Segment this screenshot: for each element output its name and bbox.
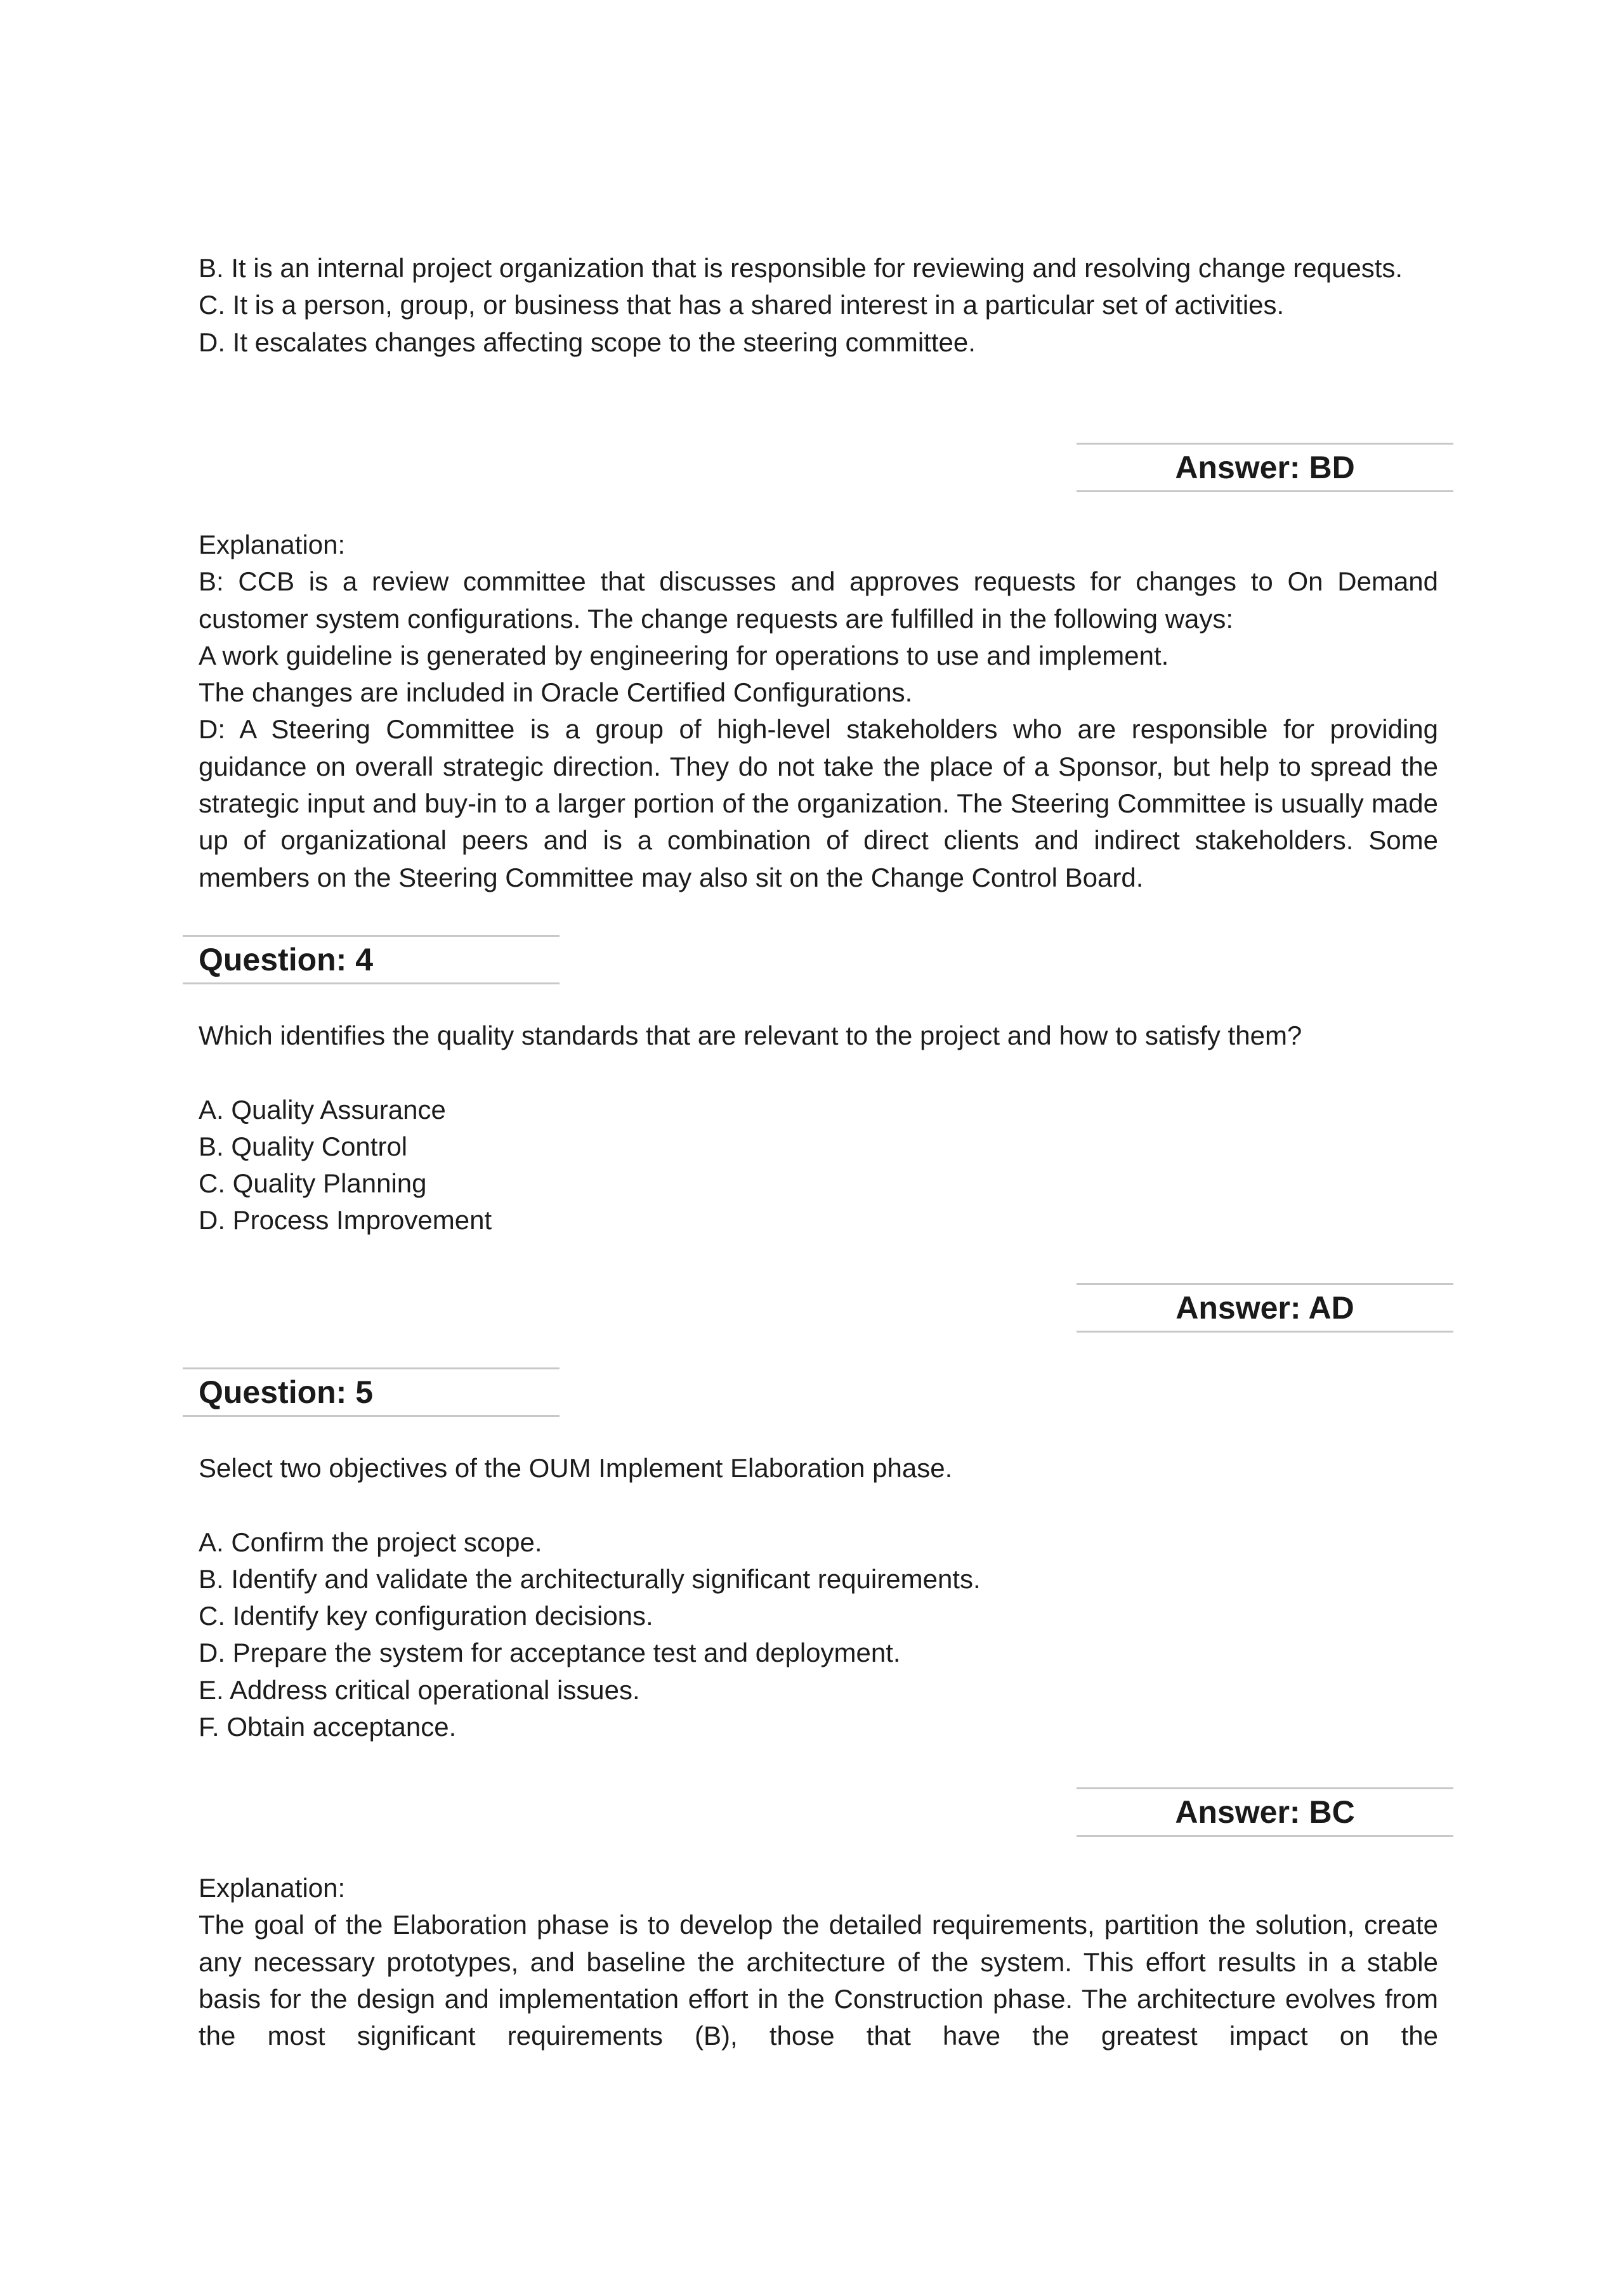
q5-explanation-label: Explanation:	[199, 1873, 346, 1903]
q3-option-b: B. It is an internal project organization that is responsible for reviewing and resolving change requests.	[199, 253, 1403, 283]
q5-heading: Question: 5	[199, 1374, 374, 1410]
q5-option: D. Prepare the system for acceptance test and deployment.	[199, 1638, 901, 1668]
q4-option: C. Quality Planning	[199, 1168, 427, 1199]
q5-option: E. Address critical operational issues.	[199, 1674, 640, 1705]
q3-explanation	[199, 526, 1438, 896]
q3-explanation-paragraph: A work guideline is generated by engineering for operations to use and implement.	[199, 640, 1169, 670]
q4-answer-box	[1077, 1283, 1453, 1333]
q3-explanation-paragraph: The changes are included in Oracle Certified Configurations.	[199, 677, 913, 708]
q3-option-d: D. It escalates changes affecting scope to the steering committee.	[199, 327, 976, 357]
q4-option: A. Quality Assurance	[199, 1094, 446, 1125]
q3-answer: Answer: BD	[1175, 450, 1355, 485]
q5-option: B. Identify and validate the architecturally significant requirements.	[199, 1563, 981, 1594]
q4-body	[199, 1017, 1438, 1239]
q3-explanation-paragraph: B: CCB is a review committee that discusses and approves requests for changes to On Demand customer system configurations. The change requests are fulfilled in the following ways:	[199, 566, 1438, 634]
q5-option: C. Identify key configuration decisions.	[199, 1601, 653, 1631]
q5-explanation	[199, 1870, 1438, 2054]
q5-body	[199, 1450, 1438, 1745]
q3-explanation-paragraph: D: A Steering Committee is a group of high-level stakeholders who are responsible for providing guidance on overall strategic direction. They do not take the place of a Sponsor, but help to spread the strategic input and buy-in to a larger portion of the organization. The Steering Committee is usually made up of organizational peers and is a combination of direct clients and indirect stakeholders. Some members on the Steering Committee may also sit on the Change Control Board.	[199, 714, 1438, 892]
q5-question-text: Select two objectives of the OUM Implement Elaboration phase.	[199, 1453, 953, 1483]
q3-options	[199, 250, 1438, 361]
q5-explanation-text: The goal of the Elaboration phase is to develop the detailed requirements, partition the solution, create any necessary prototypes, and baseline the architecture of the system. This effort results in a stable basis for the design and implementation effort in the Construction phase. The architecture evolves from the most significant requirements (B), those that have the greatest impact on the	[199, 1910, 1438, 2051]
q5-option: A. Confirm the project scope.	[199, 1527, 542, 1557]
q5-option: F. Obtain acceptance.	[199, 1712, 457, 1742]
q4-option: D. Process Improvement	[199, 1205, 492, 1236]
q3-option-c: C. It is a person, group, or business that has a shared interest in a particular set of activities.	[199, 290, 1285, 320]
q4-option: B. Quality Control	[199, 1131, 408, 1161]
q5-answer: Answer: BC	[1175, 1794, 1355, 1830]
q5-answer-box	[1077, 1787, 1453, 1837]
q4-answer: Answer: AD	[1175, 1290, 1354, 1326]
q4-heading-box	[183, 935, 560, 984]
q5-heading-box	[183, 1367, 560, 1417]
q3-explanation-label: Explanation:	[199, 530, 346, 559]
q4-heading: Question: 4	[199, 942, 374, 977]
q4-question-text: Which identifies the quality standards that are relevant to the project and how to satisfy them?	[199, 1021, 1302, 1050]
q3-answer-box	[1077, 443, 1453, 492]
